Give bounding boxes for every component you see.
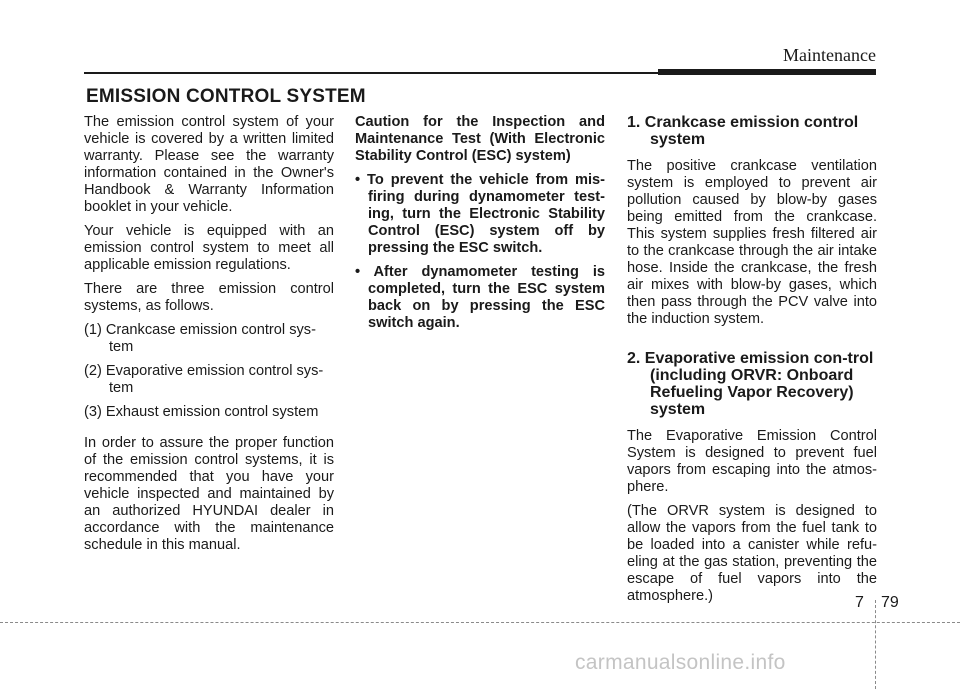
- footer-divider: [875, 600, 876, 689]
- crankcase-heading: 1. Crankcase emission control system: [627, 114, 859, 148]
- maintenance-paragraph: In order to assure the proper function of the emission control systems, it is recommended that you have your vehicle inspected and maintained by an authorized HYUNDAI dealer in accordance with the maintenance schedule in this manual.: [84, 435, 334, 553]
- systems-intro-paragraph: There are three emission control systems, as follows.: [84, 281, 334, 314]
- caution-title: Caution for the Inspection and Maintenance Test (With Electronic Stability Control (ESC) system): [355, 114, 605, 164]
- evaporative-heading: 2. Evaporative emission con-trol (including ORVR: Onboard Refueling Vapor Recovery) system: [627, 350, 874, 418]
- column-middle: [355, 114, 605, 339]
- list-item: (1) Crankcase emission control sys-tem: [84, 322, 316, 355]
- crankcase-paragraph: The positive crankcase ventilation system is employed to prevent air pollution caused by blow-by gases being emitted from the crankcase. This system supplies fresh filtered air to the crankcase through the air intake hose. Inside the crankcase, the fresh air mixes with blow-by gases, which then pass through the PCV valve into the induction system.: [627, 158, 877, 327]
- equipment-paragraph: Your vehicle is equipped with an emission control system to meet all applicable emission regulations.: [84, 223, 334, 273]
- orvr-paragraph: (The ORVR system is designed to allow the vapors from the fuel tank to be loaded into a canister while refu-eling at the gas station, preventing the escape of fuel vapors into the atmosphere.): [627, 503, 877, 604]
- list-item: (2) Evaporative emission control sys-tem: [84, 363, 324, 396]
- watermark: carmanualsonline.info: [575, 651, 786, 674]
- column-left: [84, 114, 334, 561]
- column-right: [627, 114, 877, 612]
- list-item: (3) Exhaust emission control system: [84, 404, 319, 420]
- intro-paragraph: The emission control system of your vehicle is covered by a written limited warranty. Please see the warranty information contained in the Owner's Handbook & Warranty Information booklet in your vehicle.: [84, 114, 334, 215]
- caution-list: [355, 172, 605, 332]
- chapter-number: 7: [855, 594, 864, 611]
- header-rule-accent: [658, 69, 876, 75]
- caution-item: • After dynamometer testing is completed, turn the ESC system back on by pressing the ESC switch again.: [355, 264, 605, 331]
- footer-rule: [0, 622, 960, 623]
- header-title: Maintenance: [783, 45, 876, 65]
- systems-list: [84, 322, 334, 421]
- page-number: 79: [881, 594, 899, 611]
- evaporative-paragraph: The Evaporative Emission Control System is designed to prevent fuel vapors from escaping into the atmos-phere.: [627, 428, 877, 495]
- section-title: EMISSION CONTROL SYSTEM: [86, 86, 366, 107]
- caution-item: • To prevent the vehicle from mis-firing during dynamometer test-ing, turn the Electronic Stability Control (ESC) system off by pressing the ESC switch.: [355, 172, 605, 256]
- header-rule: [84, 72, 658, 74]
